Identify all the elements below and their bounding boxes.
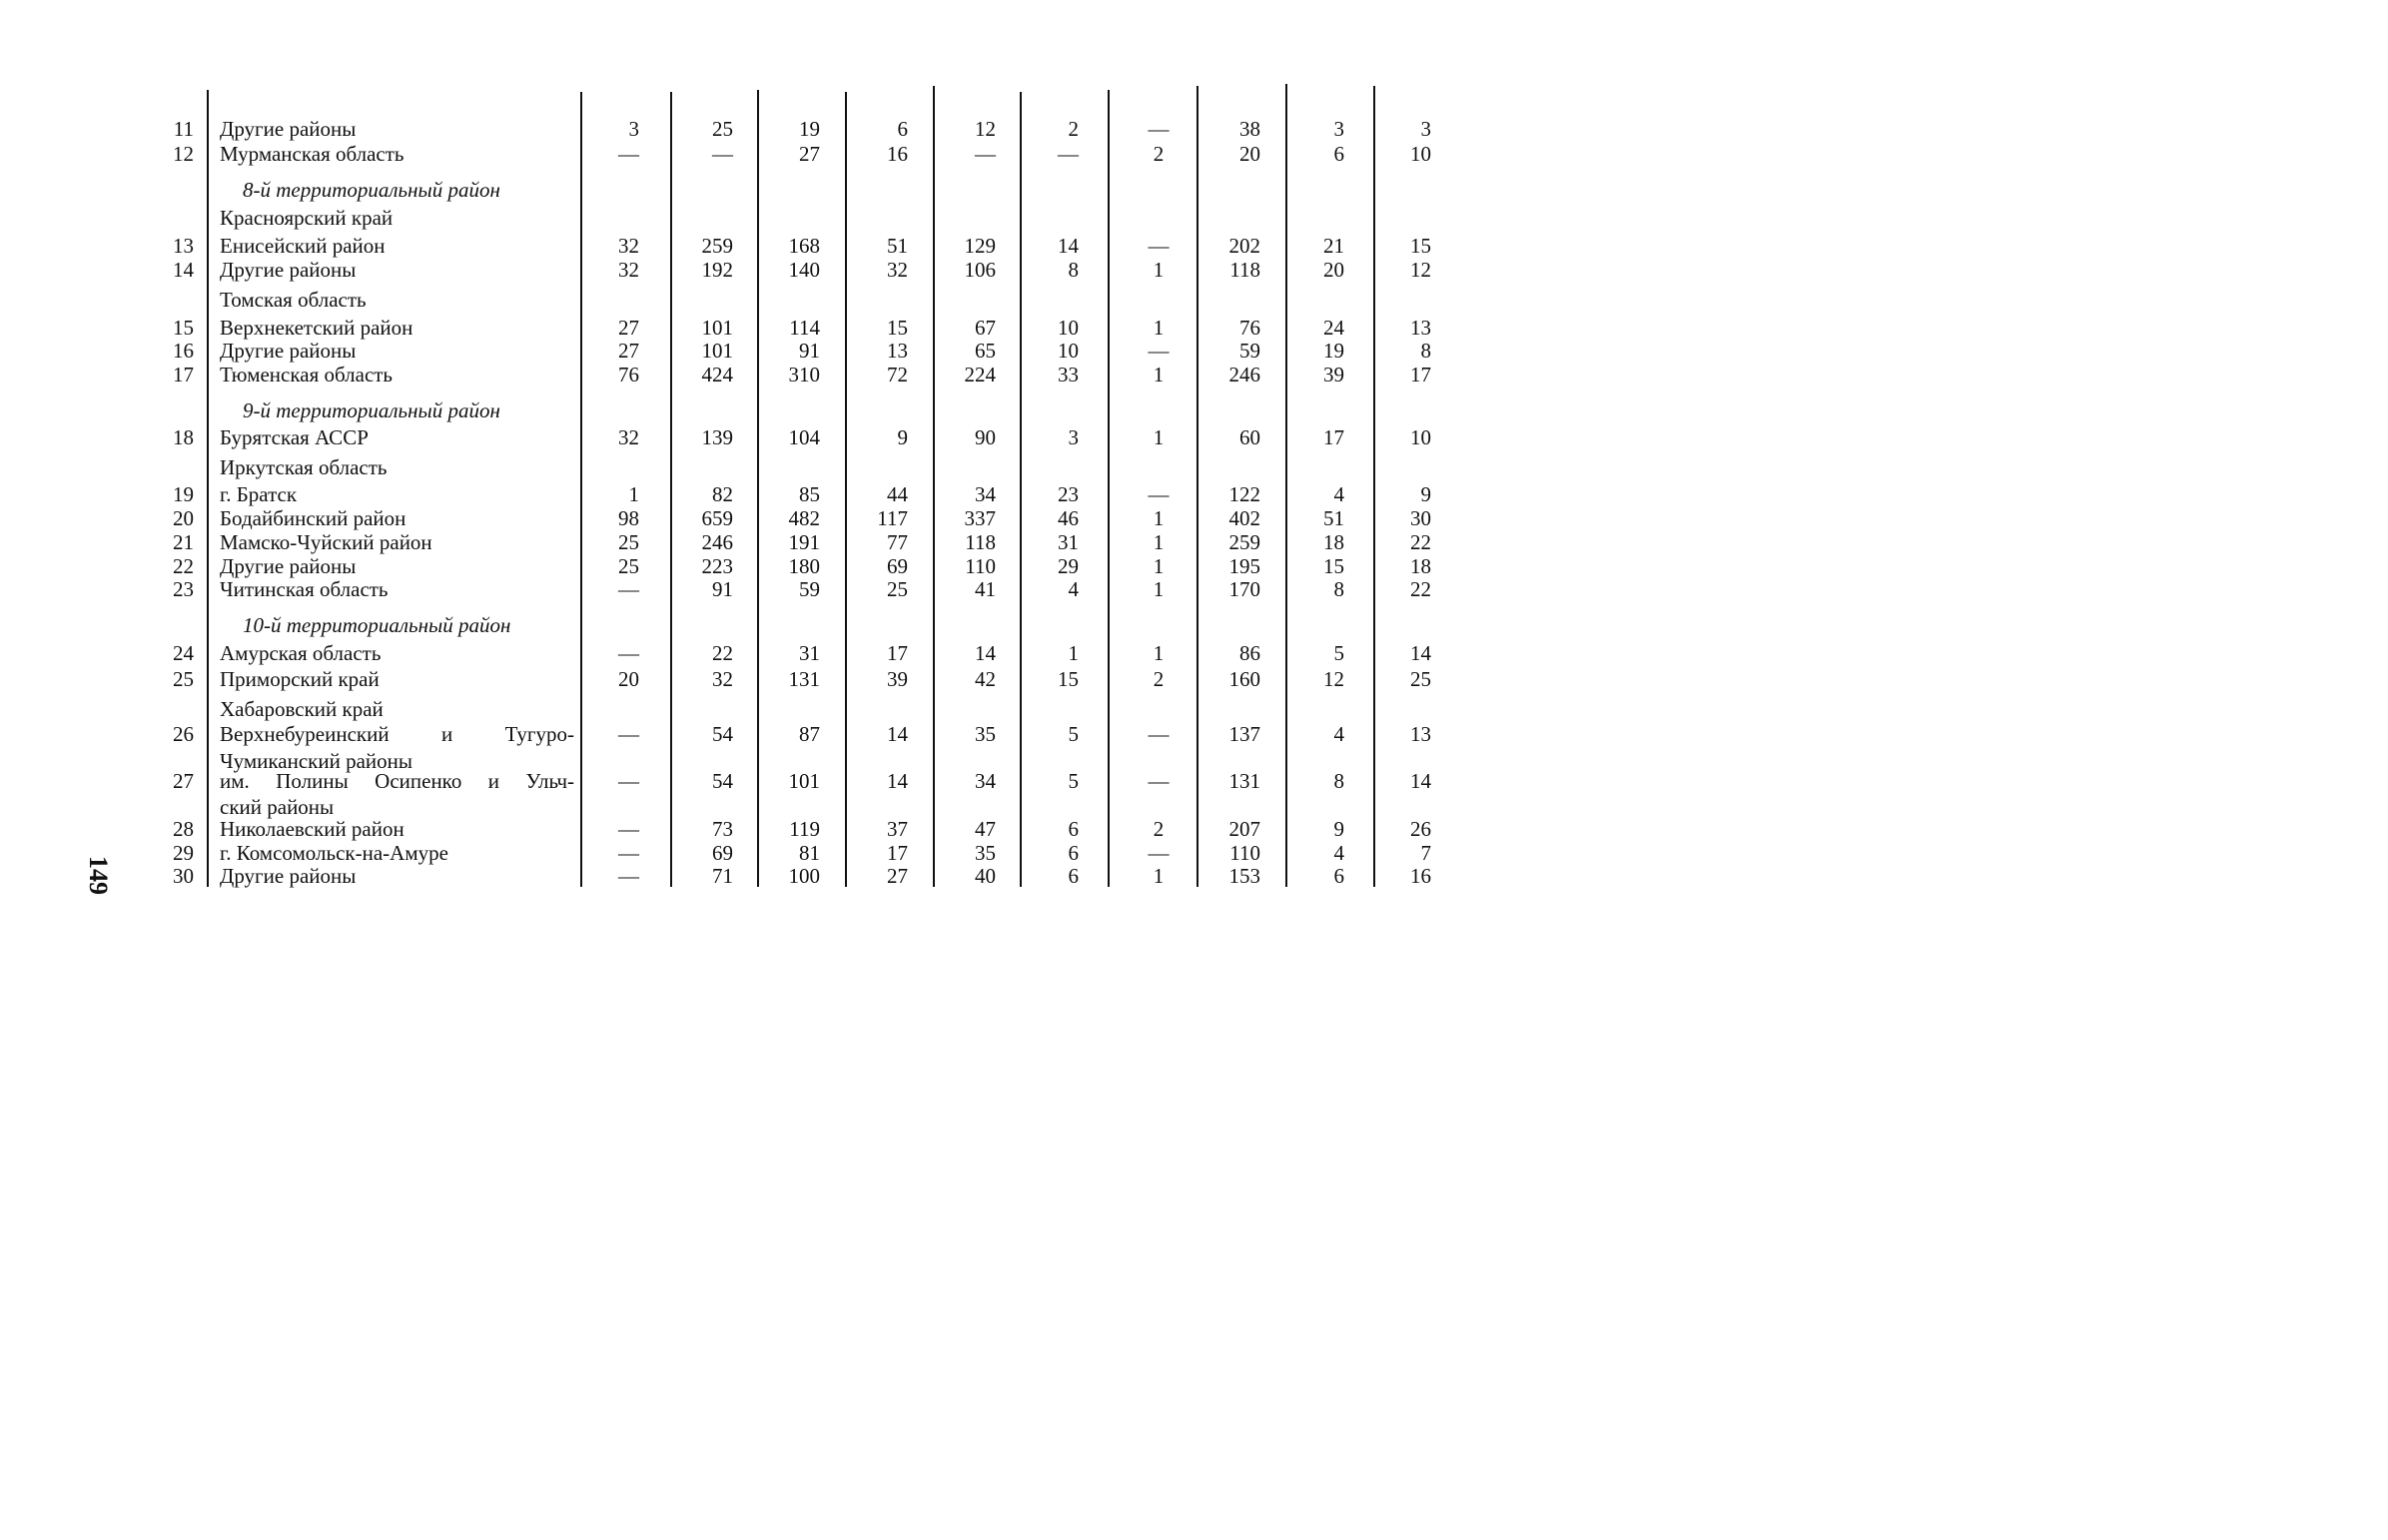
value-cell: 1 bbox=[1153, 258, 1165, 282]
value-cell: 5 bbox=[1333, 641, 1344, 665]
value-cell: 17 bbox=[887, 641, 908, 665]
row-label: г. Комсомольск-на-Амуре bbox=[220, 841, 448, 865]
value-cell: 5 bbox=[1068, 722, 1079, 746]
value-cell: 4 bbox=[1333, 722, 1344, 746]
value-cell: 35 bbox=[975, 722, 996, 746]
value-cell: — bbox=[975, 142, 996, 166]
value-cell: 38 bbox=[1239, 117, 1260, 141]
value-cell: 32 bbox=[618, 258, 639, 282]
value-cell: 16 bbox=[1410, 864, 1431, 888]
value-cell: 25 bbox=[618, 554, 639, 578]
region-heading-row bbox=[0, 455, 1540, 479]
row-label: Другие районы bbox=[220, 864, 357, 888]
value-cell: 77 bbox=[887, 530, 908, 554]
value-cell: 12 bbox=[975, 117, 996, 141]
value-cell: 40 bbox=[975, 864, 996, 888]
section-heading-row bbox=[0, 613, 1540, 637]
value-cell: 100 bbox=[788, 864, 820, 888]
section-title: 8-й территориальный район bbox=[243, 178, 500, 202]
section-heading-row bbox=[0, 178, 1540, 202]
value-cell: 25 bbox=[887, 577, 908, 601]
value-cell: 110 bbox=[1229, 841, 1260, 865]
value-cell: 8 bbox=[1420, 339, 1431, 363]
value-cell: 29 bbox=[1058, 554, 1079, 578]
row-label: Иркутская область bbox=[220, 455, 388, 479]
value-cell: 59 bbox=[1239, 339, 1260, 363]
value-cell: 19 bbox=[1323, 339, 1344, 363]
value-cell: 20 bbox=[1239, 142, 1260, 166]
row-label: Верхнекетский район bbox=[220, 316, 413, 340]
region-heading-row bbox=[0, 288, 1540, 312]
row-number: 20 bbox=[173, 506, 194, 530]
value-cell: 19 bbox=[799, 117, 820, 141]
row-number: 25 bbox=[173, 667, 194, 691]
value-cell: 10 bbox=[1058, 316, 1079, 340]
value-cell: 259 bbox=[701, 234, 733, 258]
table-row bbox=[0, 339, 1540, 363]
row-label: Другие районы bbox=[220, 117, 357, 141]
table-row bbox=[0, 117, 1540, 141]
value-cell: 2 bbox=[1153, 817, 1165, 841]
page-number: 149 bbox=[84, 856, 113, 895]
value-cell: 153 bbox=[1228, 864, 1260, 888]
row-label: Томская область bbox=[220, 288, 367, 312]
table-row bbox=[0, 577, 1540, 601]
value-cell: — bbox=[618, 769, 639, 793]
value-cell: 33 bbox=[1058, 363, 1079, 386]
value-cell: 424 bbox=[701, 363, 733, 386]
value-cell: — bbox=[618, 841, 639, 865]
value-cell: 98 bbox=[618, 506, 639, 530]
value-cell: 10 bbox=[1410, 142, 1431, 166]
table-row bbox=[0, 142, 1540, 166]
value-cell: 31 bbox=[1058, 530, 1079, 554]
value-cell: 6 bbox=[1068, 817, 1079, 841]
value-cell: 91 bbox=[799, 339, 820, 363]
value-cell: 72 bbox=[887, 363, 908, 386]
value-cell: — bbox=[618, 577, 639, 601]
label-continuation-row bbox=[0, 795, 1540, 819]
value-cell: 202 bbox=[1228, 234, 1260, 258]
value-cell: — bbox=[1148, 482, 1170, 506]
row-number: 23 bbox=[173, 577, 194, 601]
value-cell: 191 bbox=[788, 530, 820, 554]
value-cell: 8 bbox=[1333, 577, 1344, 601]
value-cell: 118 bbox=[1229, 258, 1260, 282]
row-number: 19 bbox=[173, 482, 194, 506]
value-cell: 37 bbox=[887, 817, 908, 841]
value-cell: 119 bbox=[789, 817, 820, 841]
row-label: Хабаровский край bbox=[220, 697, 384, 721]
row-label: Мурманская область bbox=[220, 142, 404, 166]
row-label: Читинская область bbox=[220, 577, 389, 601]
value-cell: 12 bbox=[1410, 258, 1431, 282]
value-cell: 35 bbox=[975, 841, 996, 865]
value-cell: 86 bbox=[1239, 641, 1260, 665]
value-cell: 20 bbox=[618, 667, 639, 691]
value-cell: 31 bbox=[799, 641, 820, 665]
table-row bbox=[0, 641, 1540, 665]
value-cell: 13 bbox=[887, 339, 908, 363]
row-label: Красноярский край bbox=[220, 206, 394, 230]
value-cell: 51 bbox=[887, 234, 908, 258]
value-cell: 122 bbox=[1228, 482, 1260, 506]
value-cell: 659 bbox=[701, 506, 733, 530]
value-cell: 73 bbox=[712, 817, 733, 841]
value-cell: 34 bbox=[975, 769, 996, 793]
row-number: 27 bbox=[173, 769, 194, 793]
value-cell: 39 bbox=[1323, 363, 1344, 386]
value-cell: — bbox=[1148, 722, 1170, 746]
value-cell: 27 bbox=[618, 316, 639, 340]
value-cell: 27 bbox=[799, 142, 820, 166]
table-row bbox=[0, 234, 1540, 258]
value-cell: 90 bbox=[975, 425, 996, 449]
value-cell: 9 bbox=[1420, 482, 1431, 506]
value-cell: 101 bbox=[701, 339, 733, 363]
value-cell: 160 bbox=[1228, 667, 1260, 691]
row-label: ский районы bbox=[220, 795, 335, 819]
table-row bbox=[0, 841, 1540, 865]
value-cell: 6 bbox=[1068, 841, 1079, 865]
row-label: им. Полины Осипенко и Ульч- bbox=[220, 769, 574, 793]
value-cell: 14 bbox=[1058, 234, 1079, 258]
row-label: Енисейский район bbox=[220, 234, 386, 258]
row-number: 29 bbox=[173, 841, 194, 865]
value-cell: 69 bbox=[712, 841, 733, 865]
value-cell: 22 bbox=[1410, 530, 1431, 554]
value-cell: 6 bbox=[1068, 864, 1079, 888]
value-cell: 1 bbox=[1068, 641, 1079, 665]
value-cell: 76 bbox=[1239, 316, 1260, 340]
value-cell: 223 bbox=[701, 554, 733, 578]
row-label: Мамско-Чуйский район bbox=[220, 530, 432, 554]
value-cell: 195 bbox=[1228, 554, 1260, 578]
value-cell: 14 bbox=[1410, 641, 1431, 665]
value-cell: 16 bbox=[887, 142, 908, 166]
value-cell: 54 bbox=[712, 722, 733, 746]
row-number: 21 bbox=[173, 530, 194, 554]
row-label: Чумиканский районы bbox=[220, 749, 412, 773]
value-cell: 51 bbox=[1323, 506, 1344, 530]
table-row bbox=[0, 722, 1540, 746]
value-cell: 18 bbox=[1323, 530, 1344, 554]
value-cell: 5 bbox=[1068, 769, 1079, 793]
row-label: Амурская область bbox=[220, 641, 382, 665]
value-cell: 22 bbox=[712, 641, 733, 665]
value-cell: 101 bbox=[788, 769, 820, 793]
value-cell: 224 bbox=[964, 363, 996, 386]
value-cell: 259 bbox=[1228, 530, 1260, 554]
value-cell: 3 bbox=[628, 117, 639, 141]
row-label: г. Братск bbox=[220, 482, 298, 506]
row-label: Николаевский район bbox=[220, 817, 404, 841]
value-cell: 131 bbox=[788, 667, 820, 691]
table-row bbox=[0, 316, 1540, 340]
value-cell: 44 bbox=[887, 482, 908, 506]
value-cell: 47 bbox=[975, 817, 996, 841]
value-cell: 14 bbox=[975, 641, 996, 665]
table-row bbox=[0, 554, 1540, 578]
section-heading-row bbox=[0, 398, 1540, 422]
value-cell: 25 bbox=[618, 530, 639, 554]
value-cell: 3 bbox=[1068, 425, 1079, 449]
row-number: 24 bbox=[173, 641, 194, 665]
value-cell: 117 bbox=[877, 506, 908, 530]
value-cell: 402 bbox=[1228, 506, 1260, 530]
value-cell: 207 bbox=[1228, 817, 1260, 841]
value-cell: 60 bbox=[1239, 425, 1260, 449]
value-cell: 32 bbox=[618, 425, 639, 449]
row-label: Бодайбинский район bbox=[220, 506, 406, 530]
table-row bbox=[0, 425, 1540, 449]
value-cell: 140 bbox=[788, 258, 820, 282]
value-cell: 8 bbox=[1333, 769, 1344, 793]
value-cell: 1 bbox=[1153, 577, 1165, 601]
value-cell: — bbox=[1148, 339, 1170, 363]
value-cell: 25 bbox=[1410, 667, 1431, 691]
value-cell: 24 bbox=[1323, 316, 1344, 340]
row-label: Приморский край bbox=[220, 667, 380, 691]
row-number: 13 bbox=[173, 234, 194, 258]
value-cell: 42 bbox=[975, 667, 996, 691]
value-cell: 1 bbox=[1153, 530, 1165, 554]
value-cell: 10 bbox=[1058, 339, 1079, 363]
value-cell: 91 bbox=[712, 577, 733, 601]
value-cell: 310 bbox=[788, 363, 820, 386]
row-number: 26 bbox=[173, 722, 194, 746]
value-cell: 85 bbox=[799, 482, 820, 506]
value-cell: 14 bbox=[1410, 769, 1431, 793]
value-cell: 118 bbox=[965, 530, 996, 554]
value-cell: 27 bbox=[618, 339, 639, 363]
value-cell: — bbox=[618, 142, 639, 166]
value-cell: 15 bbox=[1058, 667, 1079, 691]
value-cell: 30 bbox=[1410, 506, 1431, 530]
table-row bbox=[0, 864, 1540, 888]
value-cell: 54 bbox=[712, 769, 733, 793]
value-cell: 1 bbox=[1153, 425, 1165, 449]
value-cell: 15 bbox=[1410, 234, 1431, 258]
value-cell: 18 bbox=[1410, 554, 1431, 578]
value-cell: 1 bbox=[1153, 506, 1165, 530]
value-cell: 13 bbox=[1410, 722, 1431, 746]
region-heading-row bbox=[0, 697, 1540, 721]
value-cell: 1 bbox=[1153, 316, 1165, 340]
row-number: 15 bbox=[173, 316, 194, 340]
value-cell: 46 bbox=[1058, 506, 1079, 530]
value-cell: — bbox=[1148, 234, 1170, 258]
value-cell: 65 bbox=[975, 339, 996, 363]
value-cell: 110 bbox=[965, 554, 996, 578]
value-cell: 1 bbox=[628, 482, 639, 506]
value-cell: 25 bbox=[712, 117, 733, 141]
value-cell: 13 bbox=[1410, 316, 1431, 340]
value-cell: 192 bbox=[701, 258, 733, 282]
value-cell: 32 bbox=[712, 667, 733, 691]
value-cell: 9 bbox=[1333, 817, 1344, 841]
value-cell: 9 bbox=[897, 425, 908, 449]
row-number: 18 bbox=[173, 425, 194, 449]
value-cell: 32 bbox=[887, 258, 908, 282]
table-row bbox=[0, 667, 1540, 691]
value-cell: 1 bbox=[1153, 864, 1165, 888]
row-label: Бурятская АССР bbox=[220, 425, 369, 449]
value-cell: 17 bbox=[887, 841, 908, 865]
value-cell: 8 bbox=[1068, 258, 1079, 282]
value-cell: — bbox=[1148, 117, 1170, 141]
value-cell: 12 bbox=[1323, 667, 1344, 691]
value-cell: 39 bbox=[887, 667, 908, 691]
region-heading-row bbox=[0, 206, 1540, 230]
value-cell: 6 bbox=[897, 117, 908, 141]
row-number: 22 bbox=[173, 554, 194, 578]
value-cell: 168 bbox=[788, 234, 820, 258]
value-cell: 41 bbox=[975, 577, 996, 601]
section-title: 10-й территориальный район bbox=[243, 613, 511, 637]
value-cell: 104 bbox=[788, 425, 820, 449]
row-number: 11 bbox=[173, 117, 194, 141]
value-cell: 6 bbox=[1333, 864, 1344, 888]
row-label: Верхнебуреинский и Тугуро- bbox=[220, 722, 574, 746]
table-row bbox=[0, 769, 1540, 793]
value-cell: 1 bbox=[1153, 641, 1165, 665]
row-label: Тюменская область bbox=[220, 363, 394, 386]
value-cell: 26 bbox=[1410, 817, 1431, 841]
value-cell: 170 bbox=[1228, 577, 1260, 601]
value-cell: 69 bbox=[887, 554, 908, 578]
value-cell: 106 bbox=[964, 258, 996, 282]
value-cell: 20 bbox=[1323, 258, 1344, 282]
value-cell: — bbox=[1058, 142, 1079, 166]
value-cell: 6 bbox=[1333, 142, 1344, 166]
value-cell: 3 bbox=[1420, 117, 1431, 141]
row-label: Другие районы bbox=[220, 554, 357, 578]
value-cell: 1 bbox=[1153, 554, 1165, 578]
value-cell: 246 bbox=[701, 530, 733, 554]
value-cell: 23 bbox=[1058, 482, 1079, 506]
value-cell: — bbox=[618, 817, 639, 841]
table-row bbox=[0, 530, 1540, 554]
value-cell: — bbox=[618, 864, 639, 888]
section-title: 9-й территориальный район bbox=[243, 398, 500, 422]
value-cell: — bbox=[1148, 769, 1170, 793]
row-number: 12 bbox=[173, 142, 194, 166]
value-cell: 4 bbox=[1333, 482, 1344, 506]
value-cell: 59 bbox=[799, 577, 820, 601]
value-cell: 4 bbox=[1333, 841, 1344, 865]
value-cell: 137 bbox=[1228, 722, 1260, 746]
value-cell: 180 bbox=[788, 554, 820, 578]
value-cell: 101 bbox=[701, 316, 733, 340]
value-cell: 139 bbox=[701, 425, 733, 449]
value-cell: 2 bbox=[1153, 142, 1165, 166]
value-cell: 4 bbox=[1068, 577, 1079, 601]
row-number: 16 bbox=[173, 339, 194, 363]
row-number: 14 bbox=[173, 258, 194, 282]
row-number: 30 bbox=[173, 864, 194, 888]
row-label: Другие районы bbox=[220, 258, 357, 282]
value-cell: 71 bbox=[712, 864, 733, 888]
table-row bbox=[0, 363, 1540, 386]
value-cell: 32 bbox=[618, 234, 639, 258]
value-cell: 17 bbox=[1410, 363, 1431, 386]
row-number: 17 bbox=[173, 363, 194, 386]
table-row bbox=[0, 258, 1540, 282]
value-cell: — bbox=[1148, 841, 1170, 865]
value-cell: 7 bbox=[1420, 841, 1431, 865]
value-cell: 34 bbox=[975, 482, 996, 506]
value-cell: 14 bbox=[887, 769, 908, 793]
value-cell: 1 bbox=[1153, 363, 1165, 386]
value-cell: 87 bbox=[799, 722, 820, 746]
value-cell: 22 bbox=[1410, 577, 1431, 601]
value-cell: 14 bbox=[887, 722, 908, 746]
value-cell: 482 bbox=[788, 506, 820, 530]
value-cell: 10 bbox=[1410, 425, 1431, 449]
value-cell: 81 bbox=[799, 841, 820, 865]
value-cell: 27 bbox=[887, 864, 908, 888]
value-cell: 2 bbox=[1153, 667, 1165, 691]
value-cell: — bbox=[712, 142, 733, 166]
value-cell: 337 bbox=[964, 506, 996, 530]
value-cell: 114 bbox=[789, 316, 820, 340]
value-cell: 17 bbox=[1323, 425, 1344, 449]
row-label: Другие районы bbox=[220, 339, 357, 363]
row-number: 28 bbox=[173, 817, 194, 841]
table-row bbox=[0, 817, 1540, 841]
table-row bbox=[0, 482, 1540, 506]
value-cell: — bbox=[618, 641, 639, 665]
value-cell: 131 bbox=[1228, 769, 1260, 793]
value-cell: 2 bbox=[1068, 117, 1079, 141]
value-cell: 246 bbox=[1228, 363, 1260, 386]
value-cell: 15 bbox=[887, 316, 908, 340]
value-cell: 82 bbox=[712, 482, 733, 506]
table-row bbox=[0, 506, 1540, 530]
value-cell: 76 bbox=[618, 363, 639, 386]
value-cell: 129 bbox=[964, 234, 996, 258]
value-cell: 15 bbox=[1323, 554, 1344, 578]
value-cell: 3 bbox=[1333, 117, 1344, 141]
value-cell: 67 bbox=[975, 316, 996, 340]
value-cell: — bbox=[618, 722, 639, 746]
value-cell: 21 bbox=[1323, 234, 1344, 258]
